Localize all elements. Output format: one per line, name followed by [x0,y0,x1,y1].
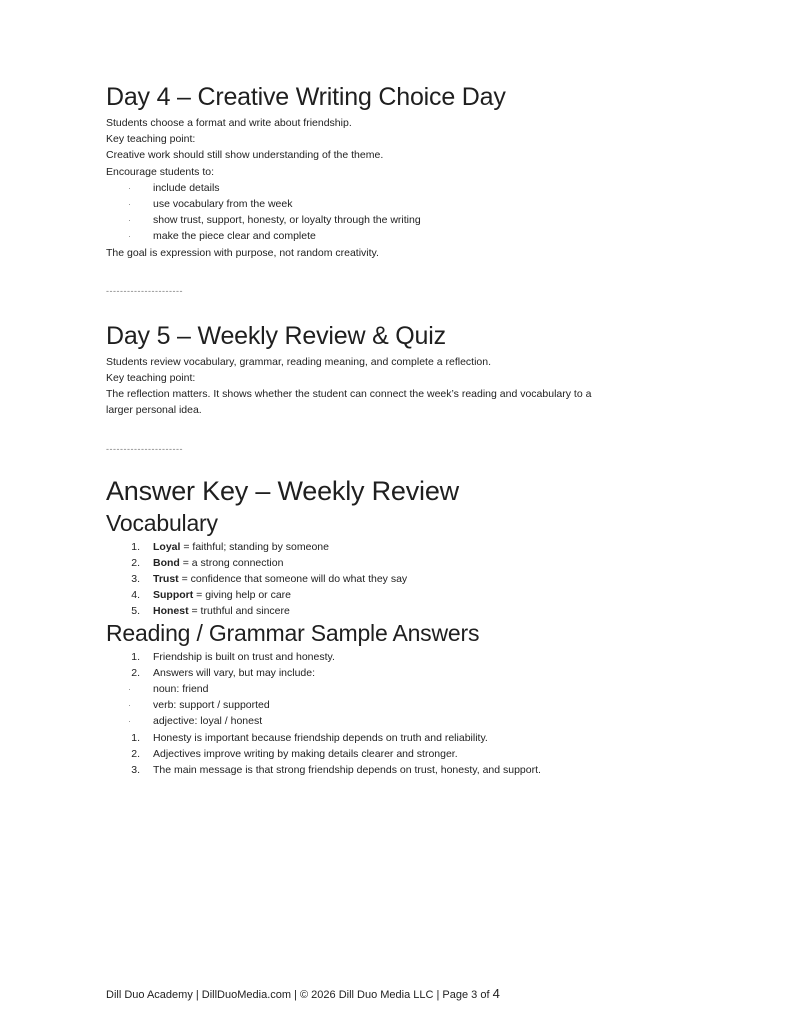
vocab-term: Bond [153,556,180,569]
vocabulary-list [106,539,706,620]
reading-answers-list [106,649,706,681]
bullet-icon: · [128,700,131,711]
day5-line: Key teaching point: [106,372,196,385]
section-divider: ---------------------- [106,443,183,454]
document-page [106,82,706,778]
list-item: 2 . Answers will vary, but may include: [106,665,706,681]
list-item: 1 . Honesty is important because friendship depends on truth and reliability. [106,730,706,746]
vocab-item: 3 . Trust = confidence that someone will do what they say [106,571,706,587]
day4-line: Key teaching point: [106,133,196,146]
vocab-term: Loyal [153,540,181,553]
bullet-icon: · [128,684,131,695]
list-item: · noun: friend [106,681,706,697]
list-item: 2 . Adjectives improve writing by making details clearer and stronger. [106,746,706,762]
day4-closing: The goal is expression with purpose, not random creativity. [106,246,379,259]
page-footer [106,986,500,1001]
answer-key-heading: Answer Key – Weekly Review [106,475,459,506]
vocab-term: Trust [153,573,179,586]
day5-line: larger personal idea. [106,404,202,417]
footer-total-pages: 4 [492,986,500,1001]
day4-bullet-list [106,180,706,245]
list-item: 3 . The main message is that strong friendship depends on trust, honesty, and support. [106,762,706,778]
day4-line: Creative work should still show understanding of the theme. [106,149,384,162]
vocab-item: 4 . Support = giving help or care [106,587,706,603]
bullet-icon: · [128,716,131,727]
reading-grammar-heading: Reading / Grammar Sample Answers [106,619,480,646]
list-item: · use vocabulary from the week [106,196,706,212]
bullet-icon: · [128,199,131,210]
vocab-term: Support [153,589,194,602]
day5-line: Students review vocabulary, grammar, reading meaning, and complete a reflection. [106,355,492,368]
vocab-item: 5 . Honest = truthful and sincere [106,603,706,619]
vocab-item: 1 . Loyal = faithful; standing by someone [106,539,706,555]
list-item: 1 . Friendship is built on trust and honesty. [106,649,706,665]
list-item: · include details [106,180,706,196]
footer-text: Dill Duo Academy | DillDuoMedia.com | © 2026 Dill Duo Media LLC | Page 3 of [106,989,493,1001]
list-item: · show trust, support, honesty, or loyalty through the writing [106,212,706,228]
vocab-term: Honest [153,605,189,618]
day5-heading: Day 5 – Weekly Review & Quiz [106,321,446,350]
reading-answers-list-continued [106,730,706,779]
day4-heading: Day 4 – Creative Writing Choice Day [106,83,506,111]
list-item: · make the piece clear and complete [106,228,706,244]
list-item: · adjective: loyal / honest [106,713,706,729]
section-divider: ---------------------- [106,285,183,296]
list-item: · verb: support / supported [106,697,706,713]
day5-line: The reflection matters. It shows whether the student can connect the week’s reading and vocabulary to a [106,388,592,401]
reading-bullet-list [106,681,706,730]
bullet-icon: · [128,182,131,193]
vocabulary-heading: Vocabulary [106,509,218,536]
day4-line: Encourage students to: [106,165,214,178]
day4-line: Students choose a format and write about friendship. [106,117,352,129]
bullet-icon: · [128,231,131,242]
vocab-item: 2 . Bond = a strong connection [106,555,706,571]
bullet-icon: · [128,215,131,226]
